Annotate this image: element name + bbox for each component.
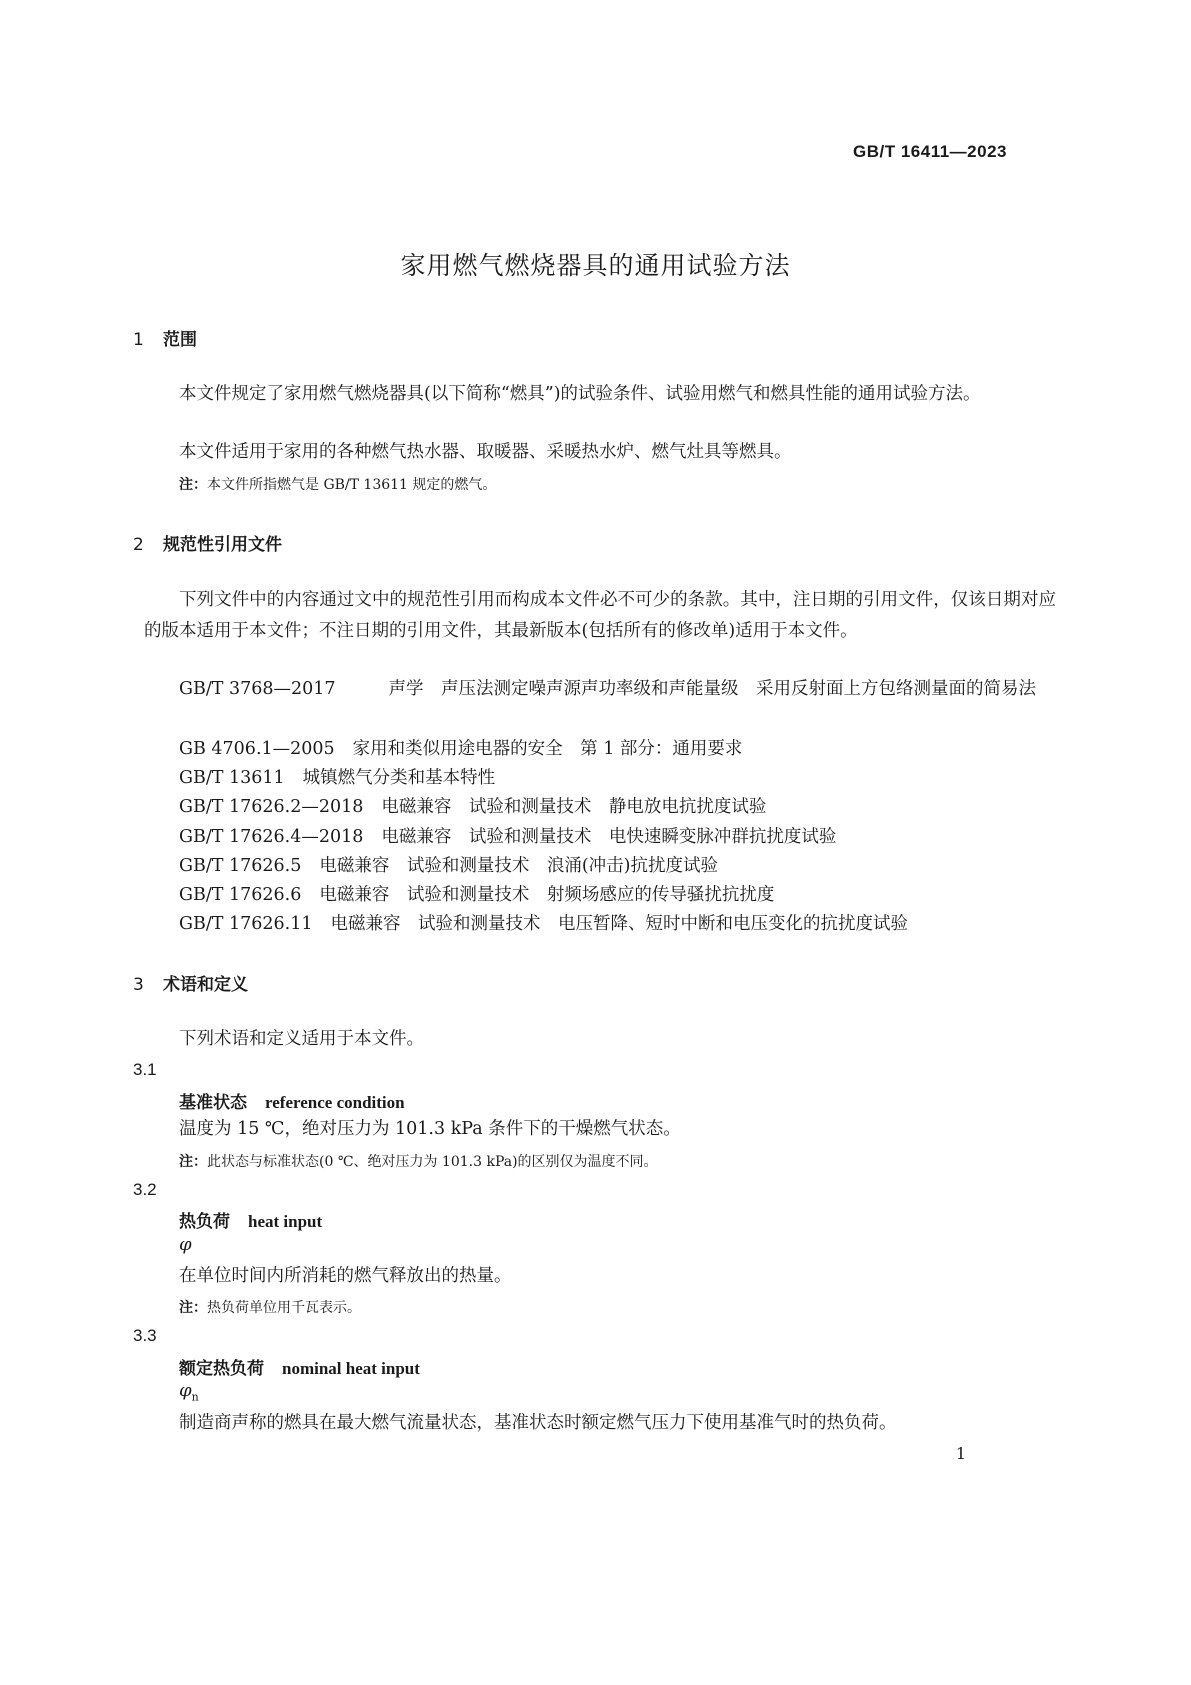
reference-item: [144, 674, 1056, 705]
terms-intro: 下列术语和定义适用于本文件。: [179, 1029, 424, 1049]
term-symbol: [179, 1380, 199, 1404]
term-entry: [179, 1088, 405, 1113]
reference-title: 城镇燃气分类和基本特性: [302, 768, 496, 788]
note-text: 热负荷单位用千瓦表示。: [207, 1300, 361, 1316]
reference-title: 电磁兼容 试验和测量技术 射频场感应的传导骚扰抗扰度: [319, 885, 775, 905]
scope-note: [179, 474, 496, 494]
reference-code: GB/T 17626.5: [179, 856, 302, 876]
note-label: 注：: [179, 1154, 207, 1170]
section-title: 范围: [163, 330, 197, 350]
scope-paragraph-2: 本文件适用于家用的各种燃气热水器、取暖器、采暖热水炉、燃气灶具等燃具。: [179, 442, 792, 462]
term-zh: 基准状态: [179, 1093, 247, 1113]
term-zh: 热负荷: [179, 1212, 230, 1232]
scope-paragraph-1: 本文件规定了家用燃气燃烧器具(以下简称“燃具”)的试验条件、试验用燃气和燃具性能的通用试验方法。: [179, 384, 981, 404]
standard-code: GB/T 16411—2023: [853, 142, 1007, 161]
term-entry: [179, 1354, 420, 1379]
symbol-main: φ: [179, 1380, 192, 1401]
reference-title: 电磁兼容 试验和测量技术 浪涌(冲击)抗扰度试验: [319, 856, 718, 876]
note-label: 注：: [179, 1300, 207, 1316]
clause-number: 3.3: [133, 1326, 157, 1345]
clause-number: 3.2: [133, 1180, 157, 1199]
term-en: nominal heat input: [282, 1359, 420, 1378]
symbol-subscript: n: [191, 1390, 199, 1404]
reference-title: 家用和类似用途电器的安全 第 1 部分：通用要求: [352, 739, 743, 759]
section-3-heading: [133, 970, 248, 995]
reference-code: GB/T 17626.11: [179, 914, 313, 934]
note-text: 本文件所指燃气是 GB/T 13611 规定的燃气。: [207, 477, 497, 493]
reference-code: GB/T 17626.6: [179, 885, 302, 905]
reference-title: 声学 声压法测定噪声源声功率级和声能量级 采用反射面上方包络测量面的简易法: [388, 679, 1037, 699]
reference-code: GB/T 3768—2017: [179, 679, 336, 699]
reference-title: 电磁兼容 试验和测量技术 静电放电抗扰度试验: [381, 797, 767, 817]
reference-code: GB 4706.1—2005: [179, 739, 335, 759]
section-title: 术语和定义: [163, 975, 248, 995]
section-number: 2: [133, 535, 144, 555]
term-en: heat input: [248, 1212, 323, 1231]
reference-title: 电磁兼容 试验和测量技术 电快速瞬变脉冲群抗扰度试验: [381, 827, 837, 847]
reference-item: [179, 851, 718, 882]
note-text: 此状态与标准状态(0 ℃、绝对压力为 101.3 kPa)的区别仅为温度不同。: [207, 1154, 658, 1170]
section-number: 1: [133, 330, 144, 350]
section-2-heading: [133, 530, 282, 555]
section-title: 规范性引用文件: [163, 535, 282, 555]
reference-item: [179, 822, 836, 853]
term-definition: 在单位时间内所消耗的燃气释放出的热量。: [179, 1266, 512, 1286]
term-note: [179, 1297, 361, 1317]
term-en: reference condition: [265, 1093, 405, 1112]
clause-number: 3.1: [133, 1060, 157, 1079]
reference-item: [179, 763, 495, 794]
reference-item: [179, 909, 908, 940]
reference-item: [179, 734, 742, 765]
term-zh: 额定热负荷: [179, 1359, 264, 1379]
term-definition: 制造商声称的燃具在最大燃气流量状态，基准状态时额定燃气压力下使用基准气时的热负荷。: [179, 1413, 897, 1433]
term-symbol: φ: [179, 1234, 192, 1255]
reference-item: [179, 792, 766, 823]
reference-code: GB/T 17626.4—2018: [179, 827, 364, 847]
normative-references-intro: 下列文件中的内容通过文中的规范性引用而构成本文件必不可少的条款。其中，注日期的引用文件，仅该日期对应的版本适用于本文件；不注日期的引用文件，其最新版本(包括所有的修改单)适用于本文件。: [144, 590, 1056, 641]
term-entry: [179, 1207, 322, 1232]
section-number: 3: [133, 975, 144, 995]
note-label: 注：: [179, 477, 207, 493]
term-definition: 温度为 15 ℃，绝对压力为 101.3 kPa 条件下的干燥燃气状态。: [179, 1119, 681, 1139]
reference-code: GB/T 13611: [179, 768, 285, 788]
section-1-heading: [133, 325, 197, 350]
document-title: 家用燃气燃烧器具的通用试验方法: [400, 251, 791, 280]
reference-item: [179, 880, 774, 911]
reference-title: 电磁兼容 试验和测量技术 电压暂降、短时中断和电压变化的抗扰度试验: [330, 914, 908, 934]
term-note: [179, 1151, 658, 1171]
page-number: 1: [955, 1444, 966, 1463]
reference-code: GB/T 17626.2—2018: [179, 797, 364, 817]
